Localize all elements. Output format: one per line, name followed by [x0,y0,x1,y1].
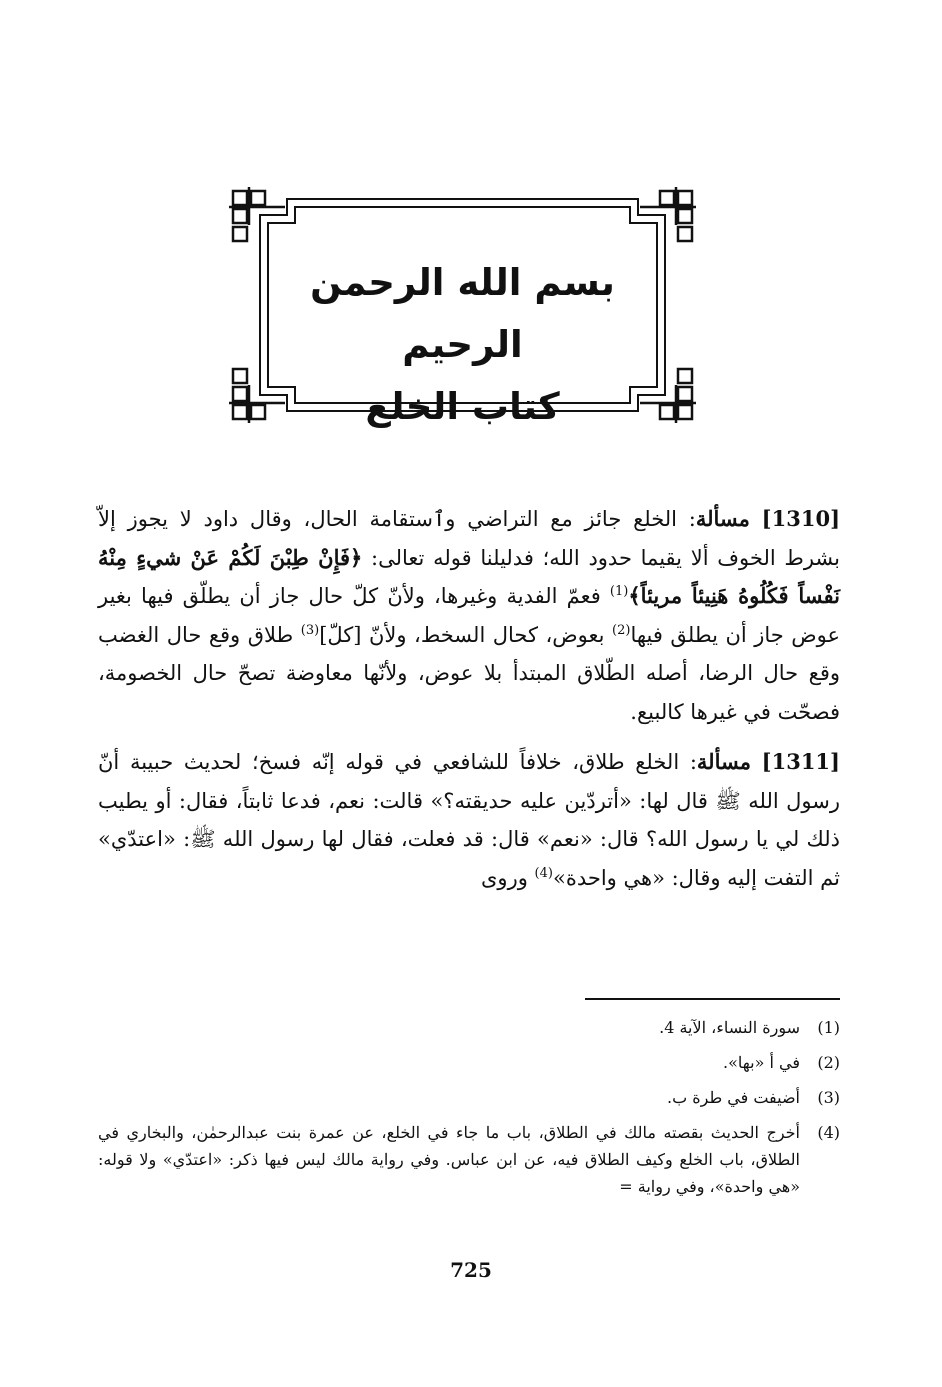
paragraph-1310 [98,500,840,731]
footnote-3 [98,1084,840,1111]
footnote-4 [98,1119,840,1200]
issue-number: [1310] [761,506,840,531]
footnote-mark: (4) [817,1123,840,1142]
quran-quote: ﴿فَإِنْ طِبْنَ لَكُمْ عَنْ شيءٍ مِنْهُ نَفْساً فَكُلُوهُ هَنِيئاً مريئاً﴾ [98,544,840,608]
footnote-ref-2[interactable]: (2) [612,622,631,638]
footnote-text: سورة النساء، الآية 4. [659,1018,800,1037]
paragraph-text: : الخلع جائز مع التراضي وٱستقامة الحال، وقال داود لا يجوز إلاّ بشرط الخوف ألا يقيما حدود الله؛ فدليلنا قوله تعالى: [98,507,840,570]
issue-number: [1311] [761,749,840,774]
footnote-1 [98,1014,840,1041]
footnote-mark: (1) [817,1018,840,1037]
footnote-2 [98,1049,840,1076]
footnote-mark: (3) [817,1088,840,1107]
page-number: 725 [450,1258,492,1282]
footnote-text: أضيفت في طرة ب. [667,1088,800,1107]
footnote-ref-1[interactable]: (1) [609,584,629,599]
paragraph-text: فعمّ الفدية وغيرها، ولأنّ كلّ حال جاز أن يطلّق فيها بغير عوض جاز أن يطلق فيها [98,584,840,647]
paragraph-text: : الخلع طلاق، خلافاً للشافعي في قوله إنّه فسخ؛ لحديث حبيبة أنّ رسول الله ﷺ قال لها: «أتردّين عليه حديقته؟» قالت: نعم، فدعا ثابتاً، فقال: أو يطيب ذلك لي يا رسول الله؟ قال: «نعم» قال: قد فعلت، فقال لها رسول الله ﷺ: «اعتدّي» ثم التفت إليه وقال: «هي واحدة» [98,750,840,890]
footnote-mark: (2) [817,1053,840,1072]
footnote-ref-3[interactable]: (3) [300,622,320,638]
chapter-name: كتاب الخلع [365,385,560,428]
footnote-text: في أ «بها». [723,1053,800,1072]
paragraph-1311 [98,743,840,897]
footnote-divider [585,998,840,1000]
body-text [98,500,840,909]
footnotes [98,1014,840,1208]
paragraph-text: وروى [481,865,535,890]
paragraph-text: بعوض، كحال السخط، ولأنّ [كلّ] [319,622,612,647]
footnote-text: أخرج الحديث بقصته مالك في الطلاق، باب ما جاء في الخلع، عن عمرة بنت عبدالرحمٰن، والبخاري في الطلاق، باب الخلع وكيف الطلاق فيه، عن ابن عباس. وفي رواية مالك ليس فيها ذكر: «اعتدّي» ولا قوله: «هي واحدة»، وفي رواية = [98,1123,800,1196]
issue-label: مسألة [695,506,750,531]
chapter-title [285,252,640,438]
issue-label: مسألة [696,749,751,774]
footnote-ref-4[interactable]: (4) [534,865,553,881]
basmala: بسم الله الرحمن الرحيم [310,261,615,366]
paragraph-text: طلاق وقع حال الغضب وقع حال الرضا، أصله الطّلاق المبتدأ بلا عوض، ولأنّها معاوضة تصحّ حال الخصومة، فصحّت في غيرها كالبيع. [98,622,840,724]
